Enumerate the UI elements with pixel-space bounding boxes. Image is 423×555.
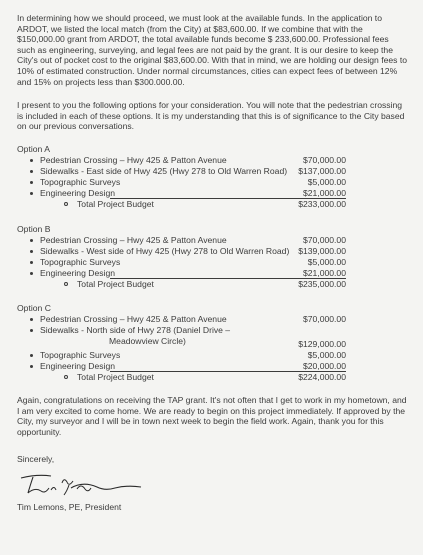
item-label: Pedestrian Crossing – Hwy 425 & Patton Avenue [40,235,227,245]
item-label: Sidewalks - West side of Hwy 425 (Hwy 278 to Old Warren Road) [40,246,290,256]
item-label: Engineering Design [40,361,116,371]
bullet-icon [30,192,33,195]
bullet-icon [30,170,33,173]
bullet-icon [30,272,33,275]
item-amount: $129,000.00 [298,339,346,349]
item-amount: $20,000.00 [302,361,346,371]
bullet-icon [30,365,33,368]
closing-paragraph: Again, congratulations on receiving the TAP grant. It's not often that I get to work in my hometown, and I am very excited to come home. We are ready to begin on this project immediately. If approved by the City, my surveyor and I will be in town next week to begin the field work. Again, thank you for this opportunity. [17,395,407,437]
item-amount: $139,000.00 [298,246,346,256]
option-a-total [0,199,423,210]
options-paragraph: I present to you the following options for your consideration. You will note that the pedestrian crossing is included in each of these options. It is my understanding that this is of significance to the City based on our previous conversations. [17,100,405,132]
item-label: Sidewalks - North side of Hwy 278 (Daniel Drive – [40,325,231,335]
option-a-item [0,188,423,199]
total-label: Total Project Budget [77,372,154,382]
item-label: Topographic Surveys [40,257,121,267]
option-a-item [0,155,423,166]
option-c-item [0,361,423,372]
total-amount: $224,000.00 [298,372,346,382]
option-b-item [0,246,423,257]
option-b-total [0,279,423,290]
option-b-item [0,268,423,279]
item-amount: $5,000.00 [307,350,346,360]
circle-bullet-icon [64,282,68,286]
option-c-item [0,314,423,325]
bullet-icon [30,354,33,357]
option-b-item [0,235,423,246]
item-label: Engineering Design [40,268,116,278]
bullet-icon [30,239,33,242]
item-label: Topographic Surveys [40,350,121,360]
intro-paragraph: In determining how we should proceed, we must look at the available funds. In the application to ARDOT, we listed the local match (from the City) at $83,600.00. If we combine that with the $150,000.00 grant from ARDOT, the total available funds become $ 233,600.00. Professional fees such as engineering, surveying, and legal fees are not paid by the grant. It is our desire to keep the City's out of pocket cost to the original $83,600.00. With that in mind, we are holding our design fees to 10% of estimated construction. Under normal circumstances, cities can expect fees of between 12% and 15% on projects less than $300.000.00. [17,13,408,87]
option-a-item [0,177,423,188]
total-label: Total Project Budget [77,199,154,209]
item-label: Engineering Design [40,188,116,198]
bullet-icon [30,250,33,253]
option-c-item [0,325,423,336]
handwritten-signature [17,471,147,501]
total-label: Total Project Budget [77,279,154,289]
bullet-icon [30,318,33,321]
item-label: Pedestrian Crossing – Hwy 425 & Patton Avenue [40,314,227,324]
option-a-title: Option A [17,144,50,154]
item-label: Topographic Surveys [40,177,121,187]
option-c-item-continued [0,336,423,347]
item-label: Sidewalks - East side of Hwy 425 (Hwy 278 to Old Warren Road) [40,166,288,176]
item-amount: $21,000.00 [302,268,346,278]
bullet-icon [30,261,33,264]
item-amount: $70,000.00 [302,314,346,324]
option-b-title: Option B [17,224,51,234]
circle-bullet-icon [64,375,68,379]
total-amount: $235,000.00 [298,279,346,289]
option-c-total [0,372,423,383]
total-amount: $233,000.00 [298,199,346,209]
item-amount: $70,000.00 [302,235,346,245]
item-amount: $137,000.00 [298,166,346,176]
option-a-item [0,166,423,177]
option-c-title: Option C [17,303,51,313]
item-amount: $21,000.00 [302,188,346,198]
salutation: Sincerely, [17,454,55,464]
bullet-icon [30,181,33,184]
item-label: Meadowview Circle) [109,336,186,346]
item-label: Pedestrian Crossing – Hwy 425 & Patton Avenue [40,155,227,165]
bullet-icon [30,329,33,332]
circle-bullet-icon [64,202,68,206]
item-amount: $5,000.00 [307,177,346,187]
signer-name: Tim Lemons, PE, President [17,502,122,512]
item-amount: $70,000.00 [302,155,346,165]
option-c-item [0,350,423,361]
bullet-icon [30,159,33,162]
item-amount: $5,000.00 [307,257,346,267]
option-b-item [0,257,423,268]
